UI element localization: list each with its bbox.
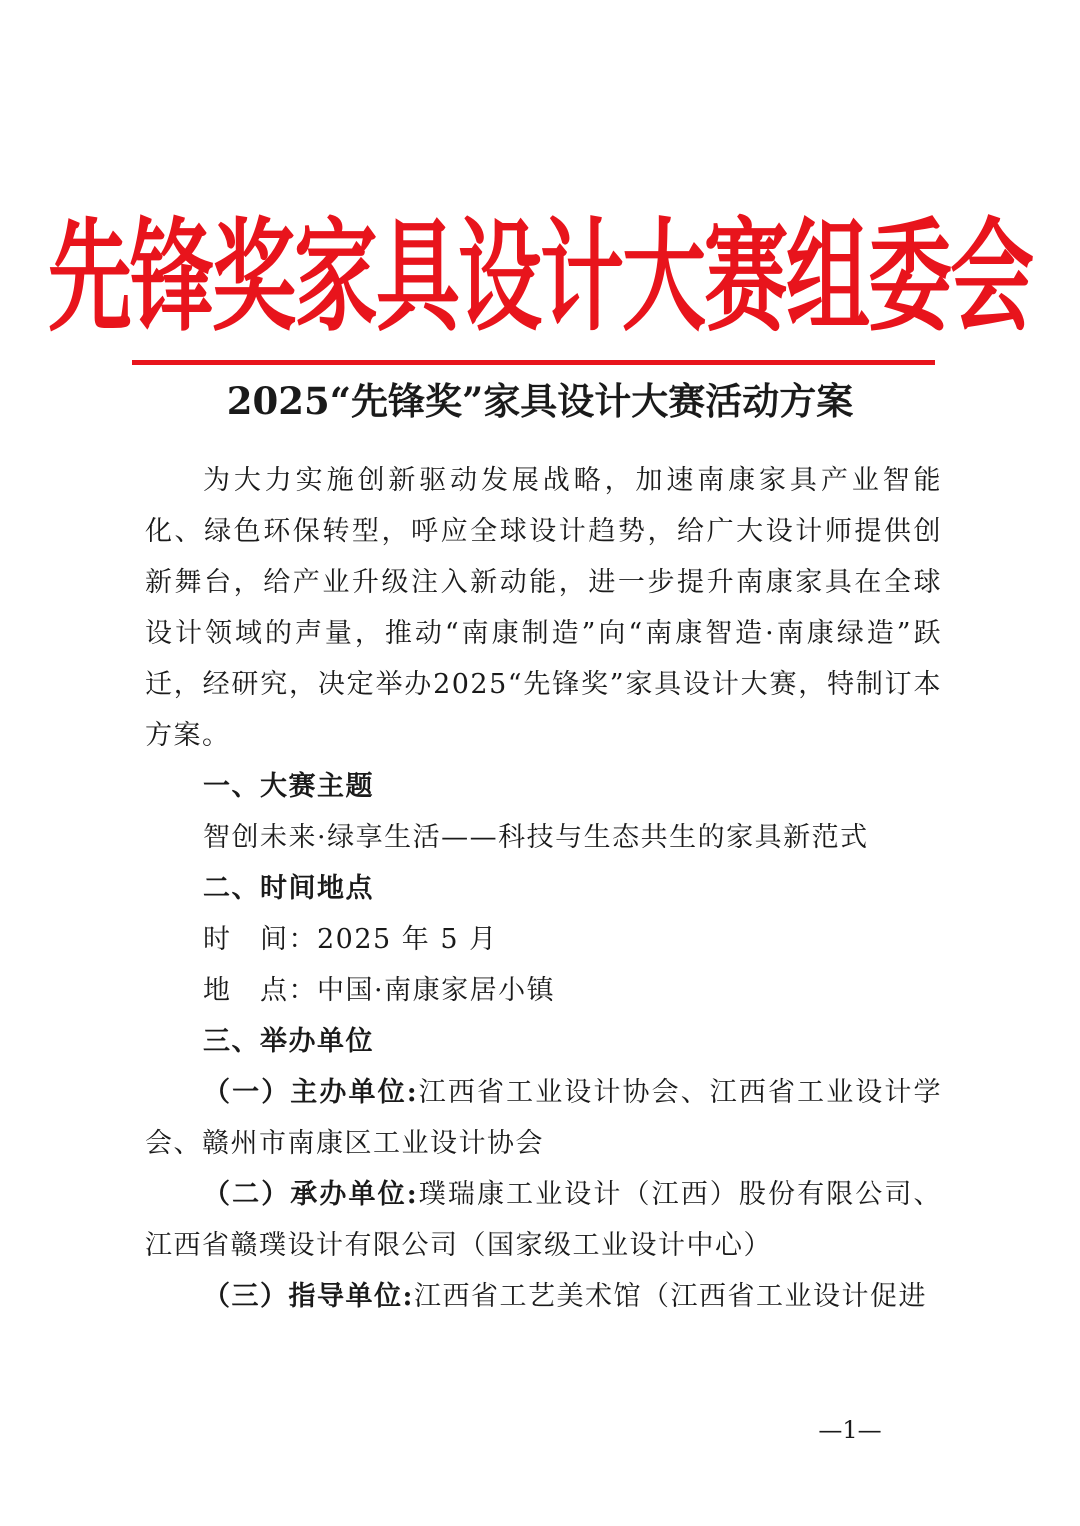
organizer-item-text: 璞瑞康工业设计（江西）股份有限公司、江西省赣璞设计有限公司（国家级工业设计中心） xyxy=(145,1179,943,1261)
document-title: 2025“先锋奖”家具设计大赛活动方案 xyxy=(226,379,854,423)
theme-line: 智创未来·绿享生活——科技与生态共生的家具新范式 xyxy=(203,822,869,853)
organizer-item-label: （三）指导单位: xyxy=(203,1281,414,1312)
intro-paragraph: 为大力实施创新驱动发展战略，加速南康家具产业智能化、绿色环保转型，呼应全球设计趋势，给广大设计师提供创新舞台，给产业升级注入新动能，进一步提升南康家具在全球设计领域的声量，推动“南康制造”向“南康智造·南康绿造”跃迁，经研究，决定举办2025“先锋奖”家具设计大赛，特制订本方案。 xyxy=(145,465,942,751)
place-line: 地 点：中国·南康家居小镇 xyxy=(203,975,556,1006)
section-heading-organizers: 三、举办单位 xyxy=(203,1026,374,1057)
organizer-item-label: （二）承办单位: xyxy=(203,1179,419,1210)
organizer-item-text: 江西省工艺美术馆（江西省工业设计促进 xyxy=(413,1281,927,1312)
time-line: 时 间：2025 年 5 月 xyxy=(203,924,498,955)
organizer-item-label: （一）主办单位: xyxy=(203,1077,419,1108)
masthead-org-name: 先锋奖家具设计大赛组委会 xyxy=(48,203,1033,348)
document-body xyxy=(145,455,942,1322)
section-heading-theme: 一、大赛主题 xyxy=(203,771,374,802)
masthead xyxy=(48,192,1033,348)
page-number: —1— xyxy=(818,1416,882,1444)
red-divider-line xyxy=(132,360,935,365)
section-heading-time-place: 二、时间地点 xyxy=(203,873,374,904)
organizer-item xyxy=(145,1169,942,1271)
organizer-item xyxy=(145,1067,942,1169)
organizer-item-text: 江西省工业设计协会、江西省工业设计学会、赣州市南康区工业设计协会 xyxy=(145,1077,943,1159)
organizer-item xyxy=(145,1271,942,1322)
